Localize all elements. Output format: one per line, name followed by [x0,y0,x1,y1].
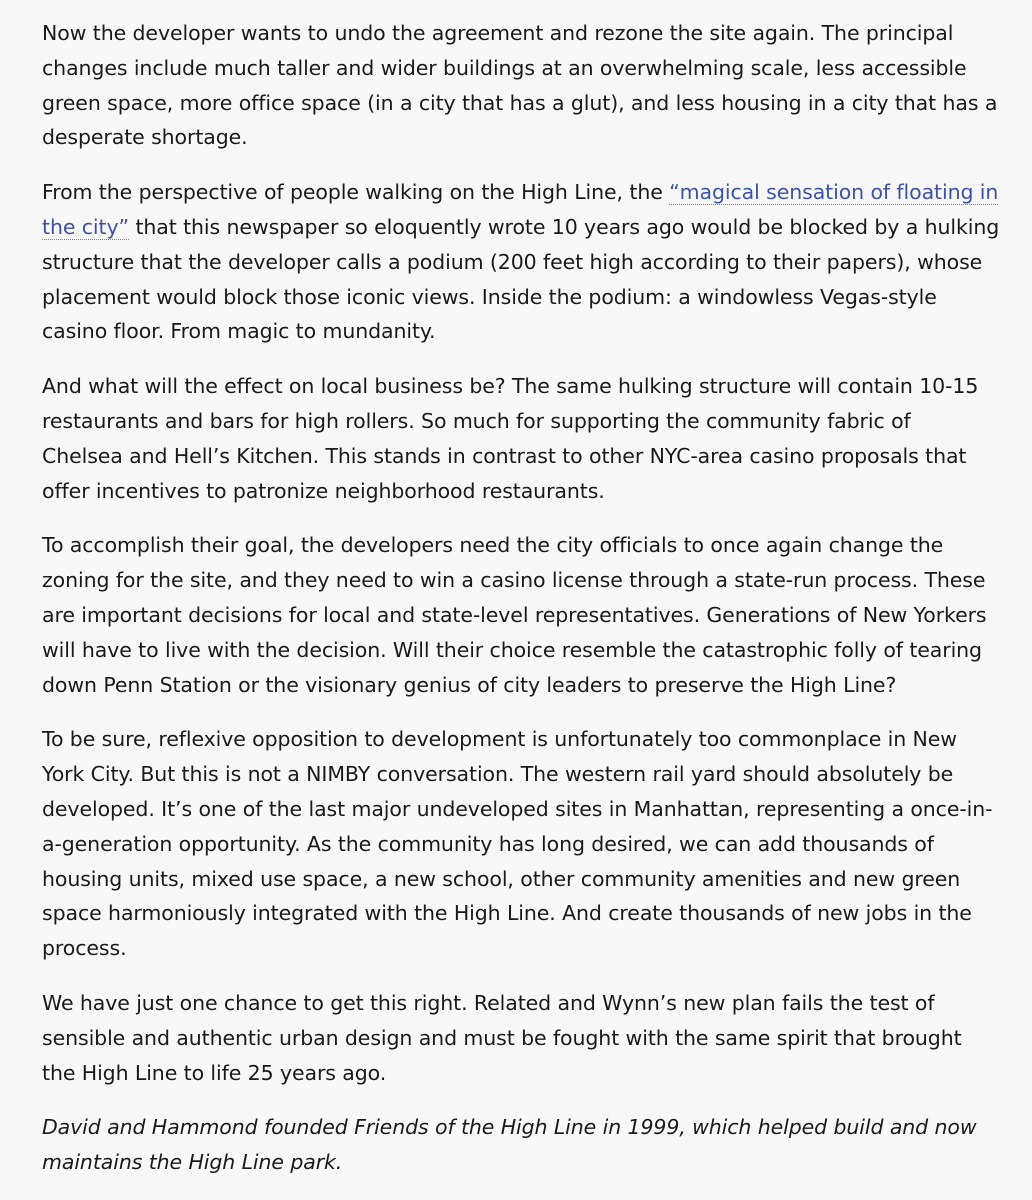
text-line: changes include much taller and wider buildings at an overwhelming scale, less accessible [42,55,967,80]
text-line: housing units, mixed use space, a new school, other community amenities and new green [42,866,961,891]
text-line: will have to live with the decision. Will their choice resemble the catastrophic folly of tearing [42,637,982,662]
paragraph-local-business [42,369,979,508]
text-line: zoning for the site, and they need to win a casino license through a state-run process. These [42,568,986,593]
text-segment: From the perspective of people walking on the High Line, the [42,180,670,205]
paragraph-zoning-goal [42,528,987,702]
text-line: down Penn Station or the visionary genius of city leaders to preserve the High Line? [42,672,897,697]
text-line: process. [42,936,127,961]
text-line: offer incentives to patronize neighborhood restaurants. [42,478,605,503]
text-line: space harmoniously integrated with the High Line. And create thousands of new jobs in the [42,901,972,926]
paragraph-not-nimby [42,722,993,966]
text-line: York City. But this is not a NIMBY conversation. The western rail yard should absolutely be [42,762,954,787]
text-line: the High Line to life 25 years ago. [42,1060,387,1085]
article-body [42,16,1000,1200]
text-line: placement would block those iconic views. Inside the podium: a windowless Vegas-style [42,284,937,309]
text-line: To accomplish their goal, the developers need the city officials to once again change the [42,533,944,558]
text-line: maintains the High Line park. [42,1150,343,1175]
text-line: structure that the developer calls a podium (200 feet high according to their papers), whose [42,249,983,274]
text-line: David and Hammond founded Friends of the High Line in 1999, which helped build and now [42,1115,977,1140]
paragraph-highline-views [42,175,1000,349]
text-line: desperate shortage. [42,125,248,150]
text-line: developed. It’s one of the last major undeveloped sites in Manhattan, representing a once-in- [42,796,993,821]
author-bio [42,1110,977,1180]
paragraph-one-chance [42,986,972,1090]
text-line: green space, more office space (in a city that has a glut), and less housing in a city that has a [42,90,998,115]
text-line: And what will the effect on local business be? The same hulking structure will contain 10-15 [42,374,979,399]
text-line: Now the developer wants to undo the agreement and rezone the site again. The principal [42,21,954,45]
magical-sensation-link-continued[interactable]: the city” [42,214,130,239]
text-line: a-generation opportunity. As the community has long desired, we can add thousands of [42,831,934,856]
paragraph-rezone [42,16,998,155]
text-line: restaurants and bars for high rollers. So much for supporting the community fabric of [42,408,911,433]
text-line: Chelsea and Hell’s Kitchen. This stands in contrast to other NYC-area casino proposals that [42,443,967,468]
text-line: are important decisions for local and state-level representatives. Generations of New Yorkers [42,602,987,627]
text-line [42,210,1000,245]
text-line: To be sure, reflexive opposition to development is unfortunately too commonplace in New [42,727,957,752]
text-segment: that this newspaper so eloquently wrote 10 years ago would be blocked by a hulking [129,214,1000,239]
text-line: We have just one chance to get this right. Related and Wynn’s new plan fails the test of [42,990,935,1015]
text-line [42,175,999,210]
text-line: sensible and authentic urban design and must be fought with the same spirit that brought [42,1025,962,1050]
text-line: casino floor. From magic to mundanity. [42,319,436,344]
magical-sensation-link[interactable]: “magical sensation of floating in [669,180,999,205]
